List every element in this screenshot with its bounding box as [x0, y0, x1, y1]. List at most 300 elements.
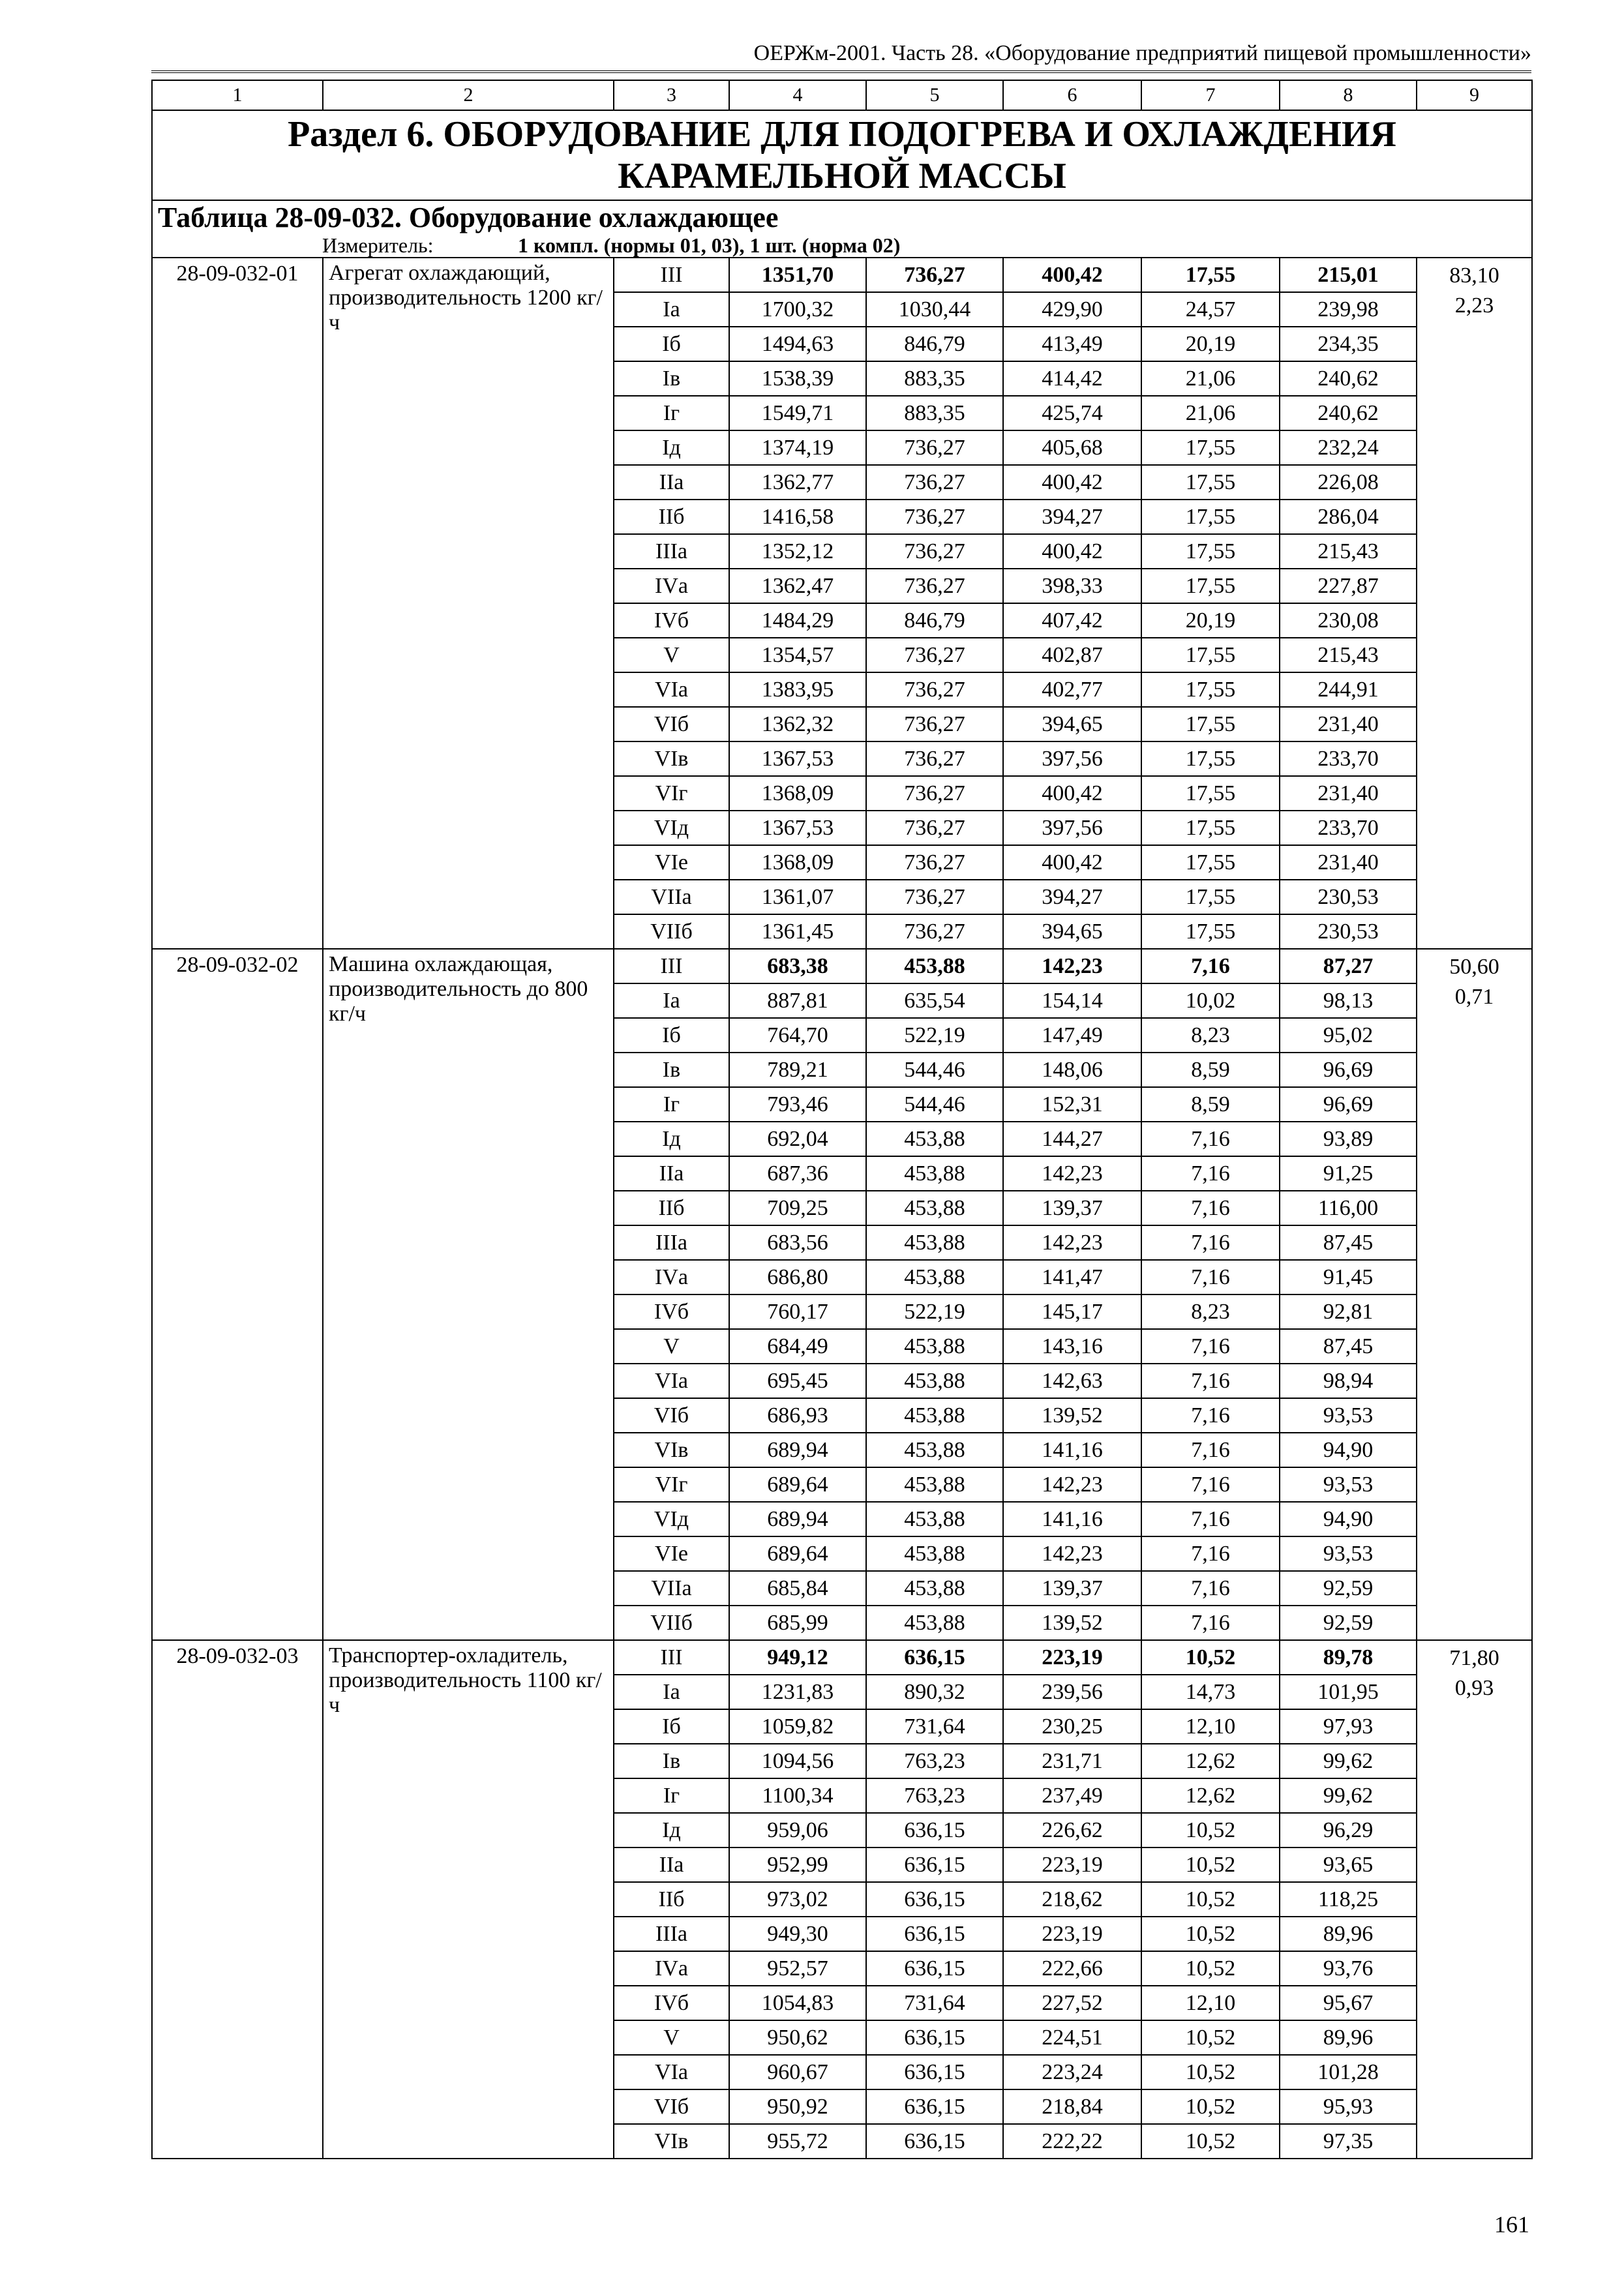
value-cell: 890,32	[866, 1675, 1003, 1709]
value-cell: 139,37	[1003, 1191, 1141, 1225]
value-cell: 685,99	[729, 1606, 866, 1640]
item-name: Машина охлаждающая, производительность до 800 кг/ч	[323, 949, 614, 1640]
value-cell: 142,23	[1003, 1225, 1141, 1260]
value-cell: 7,16	[1141, 1329, 1280, 1364]
value-cell: 10,52	[1141, 1917, 1280, 1951]
value-cell: 1367,53	[729, 811, 866, 845]
section-title: Раздел 6. ОБОРУДОВАНИЕ ДЛЯ ПОДОГРЕВА И ОХЛАЖДЕНИЯ КАРАМЕЛЬНОЙ МАССЫ	[152, 110, 1532, 200]
value-cell: 14,73	[1141, 1675, 1280, 1709]
value-cell: 883,35	[866, 396, 1003, 430]
value-cell: 7,16	[1141, 1502, 1280, 1536]
value-cell: 227,52	[1003, 1986, 1141, 2020]
zone-cell: VIе	[614, 845, 729, 880]
value-cell: 636,15	[866, 2020, 1003, 2055]
value-cell: 636,15	[866, 1640, 1003, 1675]
value-cell: 118,25	[1280, 1882, 1417, 1917]
extra-value: 0,93	[1454, 1676, 1494, 1700]
value-cell: 96,69	[1280, 1087, 1417, 1122]
value-cell: 8,23	[1141, 1018, 1280, 1053]
value-cell: 8,23	[1141, 1294, 1280, 1329]
table-title: Таблица 28-09-032. Оборудование охлаждающее	[158, 202, 779, 233]
value-cell: 1059,82	[729, 1709, 866, 1744]
zone-cell: V	[614, 2020, 729, 2055]
value-cell: 21,06	[1141, 396, 1280, 430]
value-cell: 223,24	[1003, 2055, 1141, 2089]
value-cell: 636,15	[866, 1813, 1003, 1848]
column-number-row	[152, 80, 1532, 110]
value-cell: 215,43	[1280, 534, 1417, 569]
zone-cell: VIIб	[614, 914, 729, 949]
value-cell: 1030,44	[866, 292, 1003, 327]
zone-cell: IVа	[614, 1951, 729, 1986]
value-cell: 141,47	[1003, 1260, 1141, 1294]
value-cell: 689,94	[729, 1502, 866, 1536]
value-cell: 12,62	[1141, 1778, 1280, 1813]
value-cell: 95,02	[1280, 1018, 1417, 1053]
value-cell: 142,23	[1003, 1156, 1141, 1191]
value-cell: 7,16	[1141, 949, 1280, 983]
value-cell: 92,59	[1280, 1606, 1417, 1640]
value-cell: 97,35	[1280, 2124, 1417, 2159]
value-cell: 7,16	[1141, 1191, 1280, 1225]
value-cell: 147,49	[1003, 1018, 1141, 1053]
value-cell: 394,65	[1003, 707, 1141, 741]
table-row	[152, 258, 1532, 292]
value-cell: 405,68	[1003, 430, 1141, 465]
value-cell: 695,45	[729, 1364, 866, 1398]
value-cell: 949,12	[729, 1640, 866, 1675]
value-cell: 453,88	[866, 1191, 1003, 1225]
zone-cell: Iв	[614, 1053, 729, 1087]
value-cell: 685,84	[729, 1571, 866, 1606]
value-cell: 89,78	[1280, 1640, 1417, 1675]
value-cell: 227,87	[1280, 569, 1417, 603]
zone-cell: III	[614, 949, 729, 983]
value-cell: 397,56	[1003, 741, 1141, 776]
value-cell: 686,80	[729, 1260, 866, 1294]
value-cell: 17,55	[1141, 776, 1280, 811]
value-cell: 244,91	[1280, 672, 1417, 707]
value-cell: 400,42	[1003, 845, 1141, 880]
zone-cell: VIIа	[614, 1571, 729, 1606]
measure-value: 1 компл. (нормы 01, 03), 1 шт. (норма 02)	[518, 233, 901, 257]
value-cell: 10,52	[1141, 1813, 1280, 1848]
zone-cell: IIа	[614, 1156, 729, 1191]
value-cell: 453,88	[866, 1156, 1003, 1191]
item-name: Агрегат охлаждающий, производительность 1200 кг/ч	[323, 258, 614, 949]
value-cell: 636,15	[866, 1882, 1003, 1917]
column-number: 9	[1417, 80, 1532, 110]
zone-cell: Iб	[614, 327, 729, 361]
value-cell: 683,56	[729, 1225, 866, 1260]
zone-cell: III	[614, 258, 729, 292]
zone-cell: IIIа	[614, 1917, 729, 1951]
zone-cell: Iг	[614, 396, 729, 430]
value-cell: 215,01	[1280, 258, 1417, 292]
value-cell: 21,06	[1141, 361, 1280, 396]
value-cell: 10,52	[1141, 1882, 1280, 1917]
value-cell: 394,65	[1003, 914, 1141, 949]
extra-value: 83,10	[1449, 263, 1499, 288]
value-cell: 400,42	[1003, 534, 1141, 569]
value-cell: 522,19	[866, 1018, 1003, 1053]
value-cell: 87,45	[1280, 1225, 1417, 1260]
value-cell: 98,94	[1280, 1364, 1417, 1398]
value-cell: 12,62	[1141, 1744, 1280, 1778]
value-cell: 17,55	[1141, 465, 1280, 500]
zone-cell: IIIа	[614, 1225, 729, 1260]
value-cell: 231,71	[1003, 1744, 1141, 1778]
value-cell: 1362,77	[729, 465, 866, 500]
value-cell: 425,74	[1003, 396, 1141, 430]
value-cell: 239,98	[1280, 292, 1417, 327]
extra-value: 71,80	[1449, 1646, 1499, 1670]
value-cell: 636,15	[866, 2124, 1003, 2159]
value-cell: 145,17	[1003, 1294, 1141, 1329]
value-cell: 736,27	[866, 569, 1003, 603]
value-cell: 1100,34	[729, 1778, 866, 1813]
value-cell: 736,27	[866, 776, 1003, 811]
value-cell: 7,16	[1141, 1364, 1280, 1398]
item-name: Транспортер-охладитель, производительность 1100 кг/ч	[323, 1640, 614, 2159]
value-cell: 1362,47	[729, 569, 866, 603]
value-cell: 232,24	[1280, 430, 1417, 465]
value-cell: 414,42	[1003, 361, 1141, 396]
zone-cell: VIв	[614, 2124, 729, 2159]
value-cell: 736,27	[866, 258, 1003, 292]
value-cell: 154,14	[1003, 983, 1141, 1018]
zone-cell: Iд	[614, 1813, 729, 1848]
column-number: 5	[866, 80, 1003, 110]
zone-cell: Iб	[614, 1709, 729, 1744]
value-cell: 10,52	[1141, 2020, 1280, 2055]
value-cell: 731,64	[866, 1709, 1003, 1744]
zone-cell: Iа	[614, 292, 729, 327]
value-cell: 17,55	[1141, 845, 1280, 880]
zone-cell: IIб	[614, 1191, 729, 1225]
value-cell: 1484,29	[729, 603, 866, 638]
value-cell: 952,99	[729, 1848, 866, 1882]
zone-cell: IIб	[614, 1882, 729, 1917]
value-cell: 1361,45	[729, 914, 866, 949]
value-cell: 94,90	[1280, 1502, 1417, 1536]
value-cell: 952,57	[729, 1951, 866, 1986]
zone-cell: IVб	[614, 1986, 729, 2020]
zone-cell: VIIб	[614, 1606, 729, 1640]
value-cell: 91,45	[1280, 1260, 1417, 1294]
value-cell: 10,52	[1141, 1640, 1280, 1675]
extra-cell	[1417, 258, 1532, 949]
zone-cell: VIв	[614, 1433, 729, 1467]
value-cell: 429,90	[1003, 292, 1141, 327]
column-number: 2	[323, 80, 614, 110]
value-cell: 99,62	[1280, 1778, 1417, 1813]
zone-cell: IIа	[614, 465, 729, 500]
value-cell: 453,88	[866, 1571, 1003, 1606]
zone-cell: Iд	[614, 1122, 729, 1156]
value-cell: 1700,32	[729, 292, 866, 327]
value-cell: 1374,19	[729, 430, 866, 465]
zone-cell: VIб	[614, 1398, 729, 1433]
value-cell: 402,77	[1003, 672, 1141, 707]
value-cell: 394,27	[1003, 880, 1141, 914]
value-cell: 286,04	[1280, 500, 1417, 534]
value-cell: 636,15	[866, 2089, 1003, 2124]
zone-cell: III	[614, 1640, 729, 1675]
value-cell: 1351,70	[729, 258, 866, 292]
value-cell: 93,53	[1280, 1536, 1417, 1571]
column-number: 4	[729, 80, 866, 110]
value-cell: 453,88	[866, 1260, 1003, 1294]
value-cell: 453,88	[866, 1606, 1003, 1640]
table-row	[152, 1640, 1532, 1675]
zone-cell: VIб	[614, 2089, 729, 2124]
table-title-row	[152, 200, 1532, 258]
value-cell: 142,23	[1003, 949, 1141, 983]
value-cell: 93,53	[1280, 1398, 1417, 1433]
value-cell: 218,84	[1003, 2089, 1141, 2124]
value-cell: 20,19	[1141, 327, 1280, 361]
value-cell: 7,16	[1141, 1122, 1280, 1156]
value-cell: 8,59	[1141, 1053, 1280, 1087]
value-cell: 736,27	[866, 880, 1003, 914]
value-cell: 950,62	[729, 2020, 866, 2055]
value-cell: 116,00	[1280, 1191, 1417, 1225]
zone-cell: Iа	[614, 983, 729, 1018]
value-cell: 222,22	[1003, 2124, 1141, 2159]
zone-cell: Iд	[614, 430, 729, 465]
value-cell: 398,33	[1003, 569, 1141, 603]
value-cell: 686,93	[729, 1398, 866, 1433]
zone-cell: Iг	[614, 1087, 729, 1122]
value-cell: 7,16	[1141, 1606, 1280, 1640]
value-cell: 949,30	[729, 1917, 866, 1951]
value-cell: 226,62	[1003, 1813, 1141, 1848]
value-cell: 736,27	[866, 845, 1003, 880]
value-cell: 7,16	[1141, 1433, 1280, 1467]
value-cell: 215,43	[1280, 638, 1417, 672]
zone-cell: Iг	[614, 1778, 729, 1813]
value-cell: 99,62	[1280, 1744, 1417, 1778]
value-cell: 224,51	[1003, 2020, 1141, 2055]
section-title-row	[152, 110, 1532, 200]
zone-cell: IVа	[614, 1260, 729, 1294]
value-cell: 240,62	[1280, 396, 1417, 430]
item-code: 28-09-032-01	[152, 258, 323, 949]
value-cell: 8,59	[1141, 1087, 1280, 1122]
value-cell: 736,27	[866, 638, 1003, 672]
value-cell: 736,27	[866, 430, 1003, 465]
value-cell: 230,53	[1280, 880, 1417, 914]
zone-cell: VIв	[614, 741, 729, 776]
value-cell: 93,53	[1280, 1467, 1417, 1502]
value-cell: 7,16	[1141, 1225, 1280, 1260]
value-cell: 453,88	[866, 1536, 1003, 1571]
value-cell: 883,35	[866, 361, 1003, 396]
value-cell: 223,19	[1003, 1917, 1141, 1951]
value-cell: 950,92	[729, 2089, 866, 2124]
value-cell: 10,52	[1141, 1951, 1280, 1986]
zone-cell: Iв	[614, 1744, 729, 1778]
value-cell: 453,88	[866, 1467, 1003, 1502]
zone-cell: VIб	[614, 707, 729, 741]
value-cell: 17,55	[1141, 430, 1280, 465]
page-header: ОЕРЖм-2001. Часть 28. «Оборудование предприятий пищевой промышленности»	[151, 39, 1531, 73]
value-cell: 736,27	[866, 500, 1003, 534]
value-cell: 7,16	[1141, 1156, 1280, 1191]
extra-value: 2,23	[1454, 293, 1494, 318]
value-cell: 17,55	[1141, 741, 1280, 776]
value-cell: 736,27	[866, 914, 1003, 949]
value-cell: 10,52	[1141, 2055, 1280, 2089]
value-cell: 96,69	[1280, 1053, 1417, 1087]
value-cell: 24,57	[1141, 292, 1280, 327]
value-cell: 91,25	[1280, 1156, 1417, 1191]
value-cell: 687,36	[729, 1156, 866, 1191]
value-cell: 1367,53	[729, 741, 866, 776]
measure-line	[153, 235, 1531, 257]
value-cell: 17,55	[1141, 534, 1280, 569]
value-cell: 453,88	[866, 1122, 1003, 1156]
value-cell: 12,10	[1141, 1986, 1280, 2020]
column-number: 8	[1280, 80, 1417, 110]
value-cell: 237,49	[1003, 1778, 1141, 1813]
value-cell: 231,40	[1280, 707, 1417, 741]
zone-cell: Iв	[614, 361, 729, 396]
column-number: 1	[152, 80, 323, 110]
value-cell: 93,89	[1280, 1122, 1417, 1156]
value-cell: 7,16	[1141, 1260, 1280, 1294]
value-cell: 226,08	[1280, 465, 1417, 500]
zone-cell: Iа	[614, 1675, 729, 1709]
value-cell: 89,96	[1280, 2020, 1417, 2055]
zone-cell: V	[614, 638, 729, 672]
value-cell: 736,27	[866, 811, 1003, 845]
extra-value: 50,60	[1449, 955, 1499, 979]
value-cell: 731,64	[866, 1986, 1003, 2020]
value-cell: 522,19	[866, 1294, 1003, 1329]
value-cell: 1362,32	[729, 707, 866, 741]
value-cell: 400,42	[1003, 258, 1141, 292]
value-cell: 709,25	[729, 1191, 866, 1225]
value-cell: 223,19	[1003, 1848, 1141, 1882]
extra-value: 0,71	[1454, 985, 1494, 1009]
value-cell: 960,67	[729, 2055, 866, 2089]
column-number: 7	[1141, 80, 1280, 110]
value-cell: 736,27	[866, 672, 1003, 707]
value-cell: 139,37	[1003, 1571, 1141, 1606]
value-cell: 636,15	[866, 1848, 1003, 1882]
column-number: 3	[614, 80, 729, 110]
value-cell: 453,88	[866, 1329, 1003, 1364]
value-cell: 101,28	[1280, 2055, 1417, 2089]
extra-cell	[1417, 949, 1532, 1640]
value-cell: 1368,09	[729, 776, 866, 811]
zone-cell: IIIа	[614, 534, 729, 569]
item-code: 28-09-032-02	[152, 949, 323, 1640]
zone-cell: VIе	[614, 1536, 729, 1571]
value-cell: 453,88	[866, 1502, 1003, 1536]
value-cell: 12,10	[1141, 1709, 1280, 1744]
value-cell: 142,63	[1003, 1364, 1141, 1398]
value-cell: 1094,56	[729, 1744, 866, 1778]
value-cell: 793,46	[729, 1087, 866, 1122]
value-cell: 17,55	[1141, 707, 1280, 741]
value-cell: 453,88	[866, 949, 1003, 983]
zone-cell: Iб	[614, 1018, 729, 1053]
value-cell: 1368,09	[729, 845, 866, 880]
norms-table	[151, 80, 1533, 2159]
value-cell: 7,16	[1141, 1398, 1280, 1433]
value-cell: 152,31	[1003, 1087, 1141, 1122]
value-cell: 240,62	[1280, 361, 1417, 396]
value-cell: 233,70	[1280, 741, 1417, 776]
value-cell: 144,27	[1003, 1122, 1141, 1156]
column-number: 6	[1003, 80, 1141, 110]
measure-label: Измеритель:	[322, 233, 434, 257]
value-cell: 453,88	[866, 1398, 1003, 1433]
value-cell: 230,53	[1280, 914, 1417, 949]
value-cell: 397,56	[1003, 811, 1141, 845]
value-cell: 141,16	[1003, 1502, 1141, 1536]
value-cell: 973,02	[729, 1882, 866, 1917]
value-cell: 1354,57	[729, 638, 866, 672]
value-cell: 763,23	[866, 1778, 1003, 1813]
value-cell: 17,55	[1141, 914, 1280, 949]
value-cell: 223,19	[1003, 1640, 1141, 1675]
zone-cell: IIб	[614, 500, 729, 534]
value-cell: 17,55	[1141, 672, 1280, 707]
value-cell: 887,81	[729, 983, 866, 1018]
value-cell: 142,23	[1003, 1467, 1141, 1502]
value-cell: 544,46	[866, 1087, 1003, 1122]
value-cell: 7,16	[1141, 1467, 1280, 1502]
value-cell: 684,49	[729, 1329, 866, 1364]
value-cell: 635,54	[866, 983, 1003, 1018]
zone-cell: VIа	[614, 672, 729, 707]
zone-cell: VIа	[614, 2055, 729, 2089]
value-cell: 139,52	[1003, 1606, 1141, 1640]
value-cell: 846,79	[866, 603, 1003, 638]
value-cell: 636,15	[866, 1951, 1003, 1986]
zone-cell: VIг	[614, 776, 729, 811]
value-cell: 692,04	[729, 1122, 866, 1156]
extra-cell	[1417, 1640, 1532, 2159]
value-cell: 93,76	[1280, 1951, 1417, 1986]
value-cell: 955,72	[729, 2124, 866, 2159]
value-cell: 20,19	[1141, 603, 1280, 638]
value-cell: 148,06	[1003, 1053, 1141, 1087]
value-cell: 736,27	[866, 707, 1003, 741]
zone-cell: IVа	[614, 569, 729, 603]
value-cell: 764,70	[729, 1018, 866, 1053]
value-cell: 394,27	[1003, 500, 1141, 534]
value-cell: 413,49	[1003, 327, 1141, 361]
value-cell: 87,27	[1280, 949, 1417, 983]
value-cell: 736,27	[866, 465, 1003, 500]
value-cell: 760,17	[729, 1294, 866, 1329]
value-cell: 233,70	[1280, 811, 1417, 845]
value-cell: 407,42	[1003, 603, 1141, 638]
value-cell: 93,65	[1280, 1848, 1417, 1882]
value-cell: 218,62	[1003, 1882, 1141, 1917]
zone-cell: IVб	[614, 1294, 729, 1329]
value-cell: 959,06	[729, 1813, 866, 1848]
value-cell: 10,52	[1141, 2089, 1280, 2124]
zone-cell: IIа	[614, 1848, 729, 1882]
zone-cell: VIIа	[614, 880, 729, 914]
value-cell: 7,16	[1141, 1571, 1280, 1606]
